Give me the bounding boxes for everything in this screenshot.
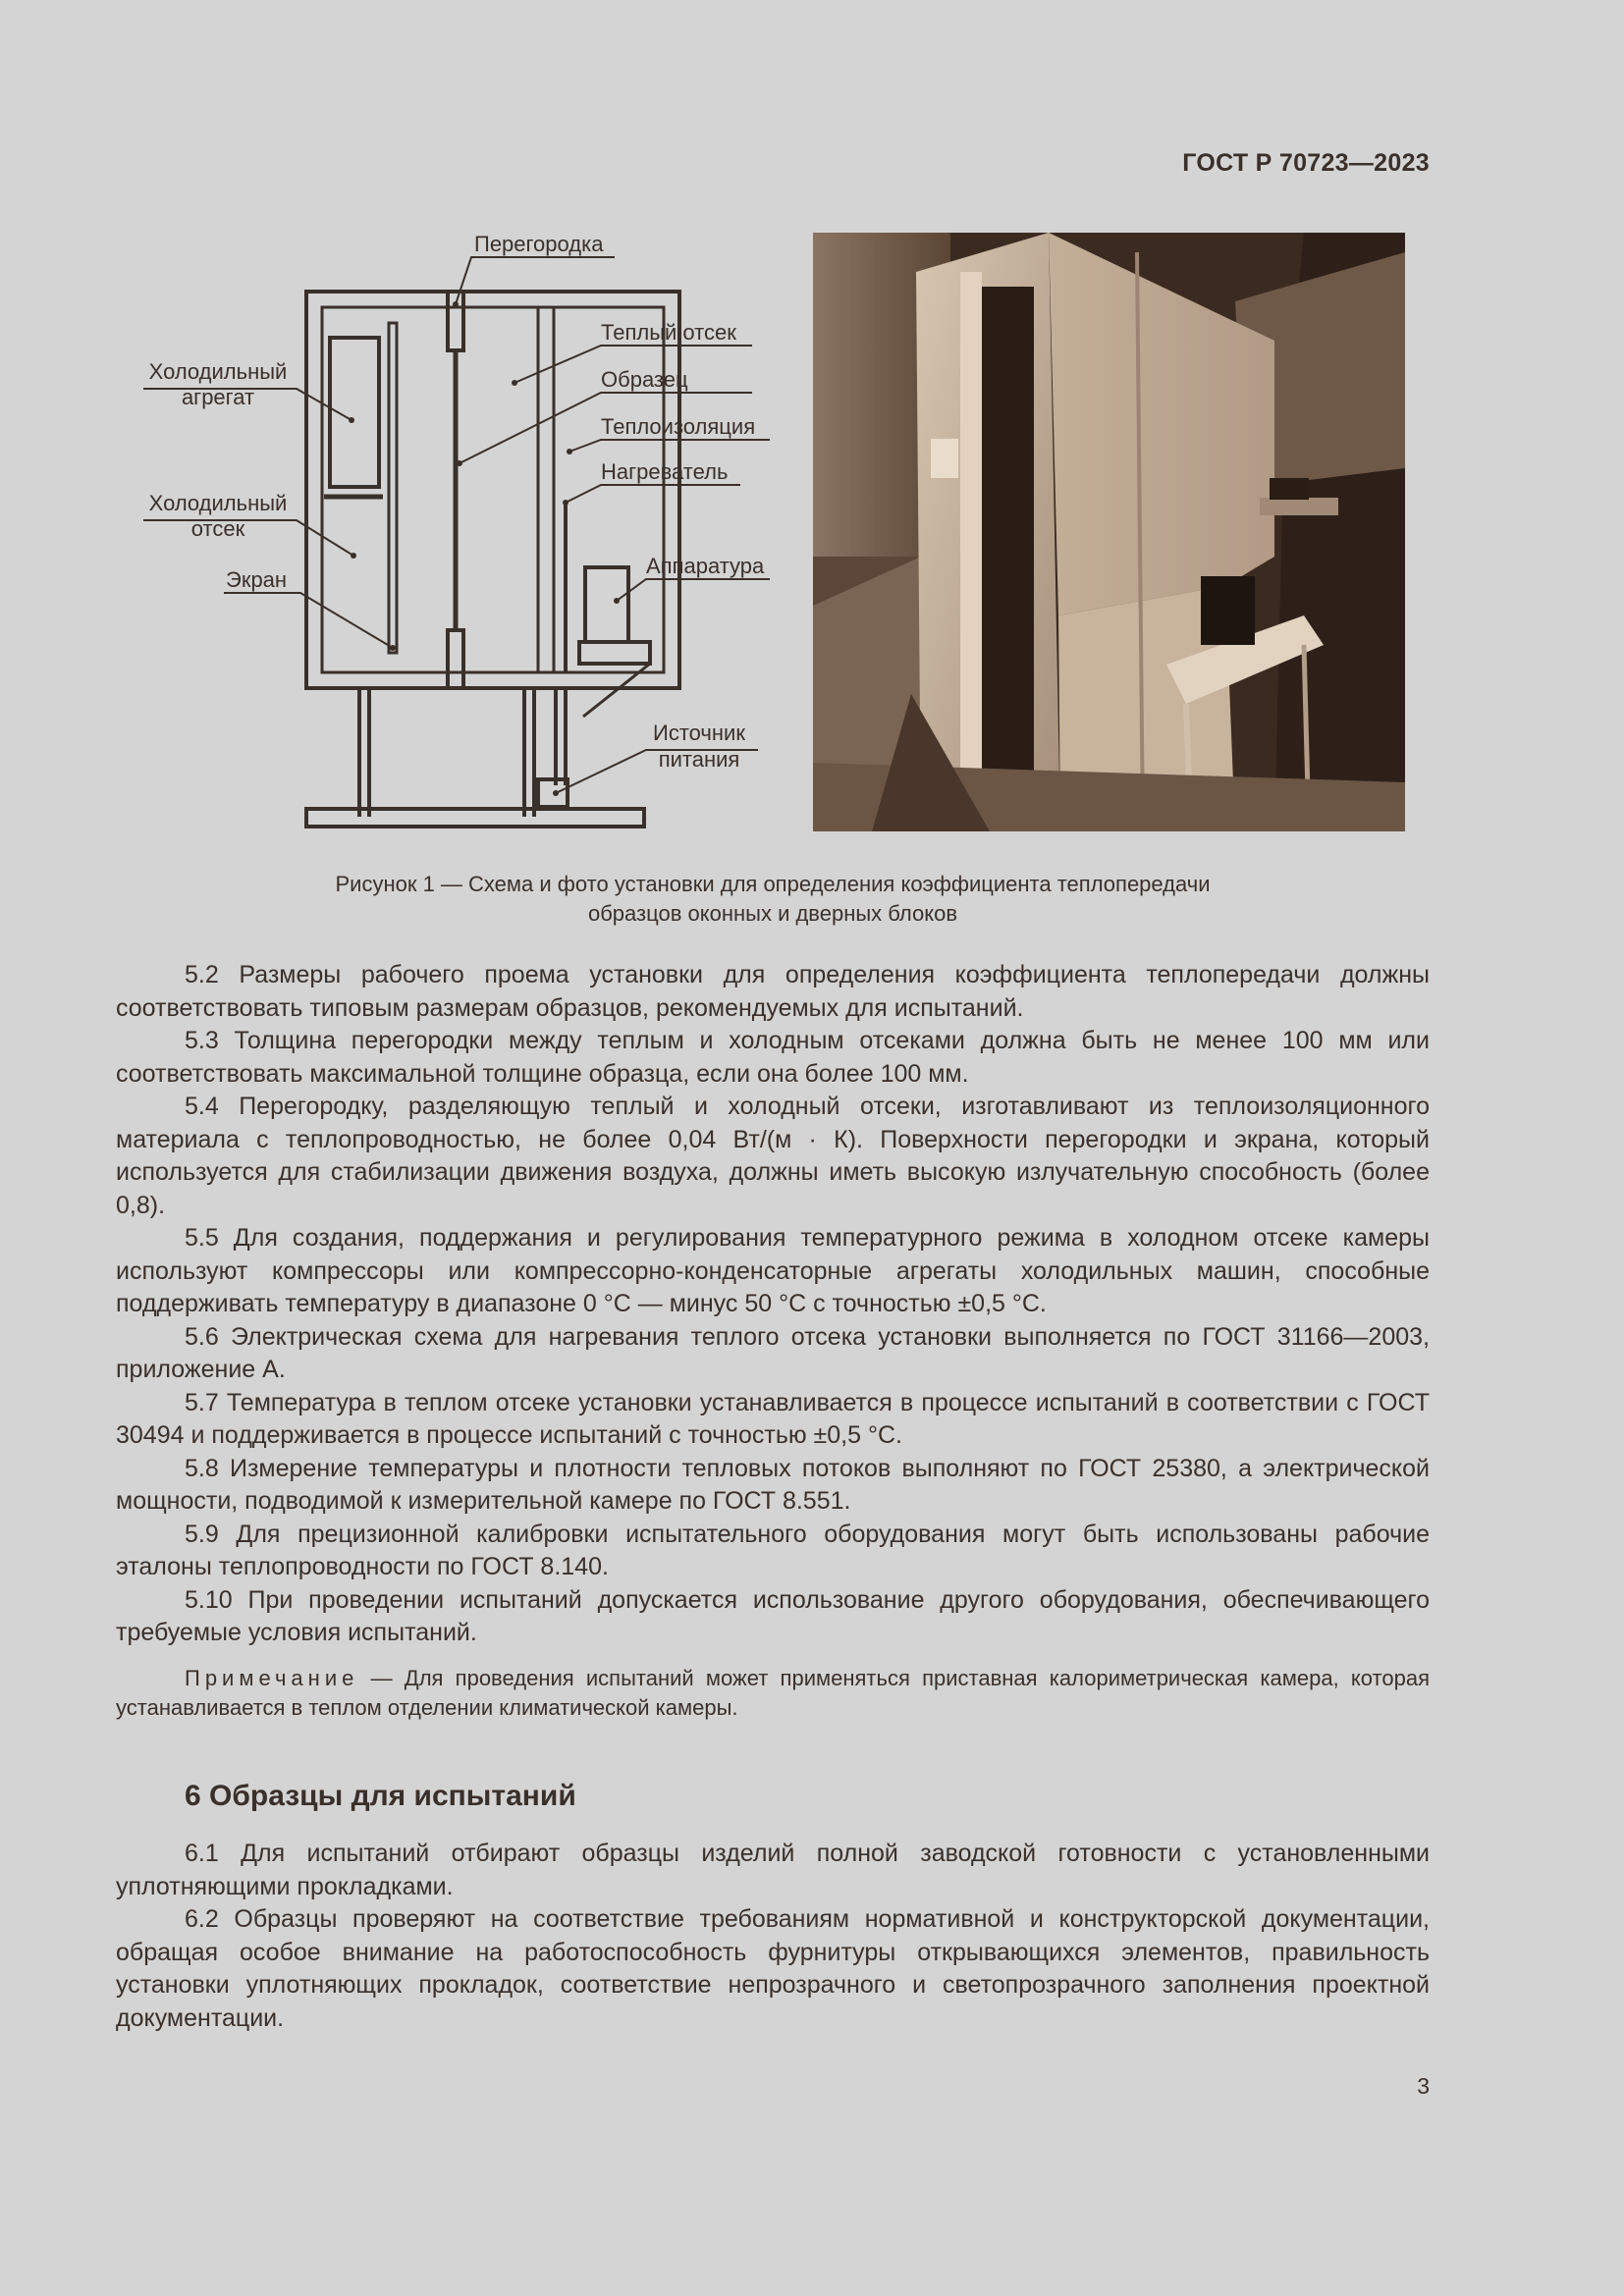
base-frame [306, 809, 644, 827]
paragraph-5-8: 5.8 Измерение температуры и плотности тепловых потоков выполняют по ГОСТ 25380, а электрической мощности, подводимой к измерительной камере по ГОСТ 8.551. [116, 1454, 1430, 1515]
document-code: ГОСТ Р 70723—2023 [1182, 149, 1430, 177]
installation-schematic [116, 216, 803, 844]
paragraph-5-10: 5.10 При проведении испытаний допускается использование другого оборудования, обеспечивающего требуемые условия испытаний. [116, 1585, 1430, 1646]
partition-bottom-block [448, 630, 463, 688]
label-power-source-1: Источник [653, 721, 745, 745]
chamber-inner-wall [322, 307, 664, 672]
equipment-shelf [579, 642, 650, 664]
paragraph-6-2: 6.2 Образцы проверяют на соответствие требованиям нормативной и конструкторской документации, обращая особое внимание на работоспособность фурнитуры открывающихся элементов, правильность установки уплотняющих прокладок, соответствие непрозрачного и светопрозрачного заполнения проектной документации. [116, 1905, 1430, 2032]
label-heater: Нагреватель [601, 459, 729, 484]
label-power-source-2: питания [658, 747, 740, 772]
paragraph-5-6: 5.6 Электрическая схема для нагревания теплого отсека установки выполняется по ГОСТ 31166—2003, приложение А. [116, 1322, 1430, 1383]
label-warm-compartment: Теплый отсек [601, 320, 736, 345]
partition-top-block [448, 292, 463, 350]
paragraph-5-7: 5.7 Температура в теплом отсеке установки устанавливается в процессе испытаний в соответствии с ГОСТ 30494 и поддерживается в процессе испытаний с точностью ±0,5 °С. [116, 1388, 1430, 1449]
leader-insulation [569, 440, 770, 452]
label-insulation: Теплоизоляция [601, 414, 756, 439]
leader-heater [566, 485, 740, 503]
main-text [116, 959, 1430, 2035]
label-partition: Перегородка [474, 232, 604, 256]
section-6-title: 6 Образцы для испытаний [185, 1779, 576, 1812]
figure-caption-line-1: Рисунок 1 — Схема и фото установки для определения коэффициента теплопередачи [335, 872, 1211, 896]
paragraph-5-5: 5.5 Для создания, поддержания и регулирования температурного режима в холодном отсеке камеры используют компрессоры или компрессорно-конденсаторные агрегаты холодильных машин, способные поддерживать температуру в диапазоне 0 °С — минус 50 °С с точностью ±0,5 °С. [116, 1224, 1430, 1317]
paragraph-5-2: 5.2 Размеры рабочего проема установки для определения коэффициента теплопередачи должны соответствовать типовым размерам образцов, рекомендуемых для испытаний. [116, 961, 1430, 1022]
note-label: Примечание [185, 1665, 359, 1690]
label-sample: Образец [601, 367, 688, 392]
label-cooling-unit-2: агрегат [181, 385, 255, 409]
page-number: 3 [1417, 2073, 1430, 2099]
installation-photo [813, 233, 1405, 831]
label-cold-compartment-2: отсек [190, 516, 245, 541]
leader-partition [456, 257, 615, 304]
label-cold-compartment-1: Холодильный [148, 491, 288, 515]
figure-caption-line-2: образцов оконных и дверных блоков [587, 901, 958, 926]
paragraph-6-1: 6.1 Для испытаний отбирают образцы изделий полной заводской готовности с установленными уплотняющими прокладками. [116, 1840, 1430, 1900]
paragraph-5-4: 5.4 Перегородку, разделяющую теплый и холодный отсеки, изготавливают из теплоизоляционного материала с теплопроводностью, не более 0,04 Вт/(м · К). Поверхности перегородки и экрана, который используется для стабилизации движения воздуха, должны иметь высокую излучательную способность (более 0,8). [116, 1093, 1430, 1219]
leader-equipment [617, 579, 770, 601]
screen-plate [389, 323, 397, 653]
figure-caption [116, 870, 1430, 929]
equipment-box [585, 567, 628, 642]
label-cooling-unit-1: Холодильный [148, 359, 288, 384]
note-text: — Для проведения испытаний может применяться приставная калориметрическая камера, которая устанавливается в теплом отделении климатической камеры. [116, 1665, 1430, 1720]
note [116, 1664, 1430, 1723]
label-screen: Экран [226, 567, 288, 592]
paragraph-5-3: 5.3 Толщина перегородки между теплым и холодным отсеками должна быть не менее 100 мм или соответствовать максимальной толщине образца, если она более 100 мм. [116, 1027, 1430, 1088]
paragraph-5-9: 5.9 Для прецизионной калибровки испытательного оборудования могут быть использованы рабочие эталоны теплопроводности по ГОСТ 8.140. [116, 1520, 1430, 1580]
label-equipment: Аппаратура [646, 554, 765, 578]
